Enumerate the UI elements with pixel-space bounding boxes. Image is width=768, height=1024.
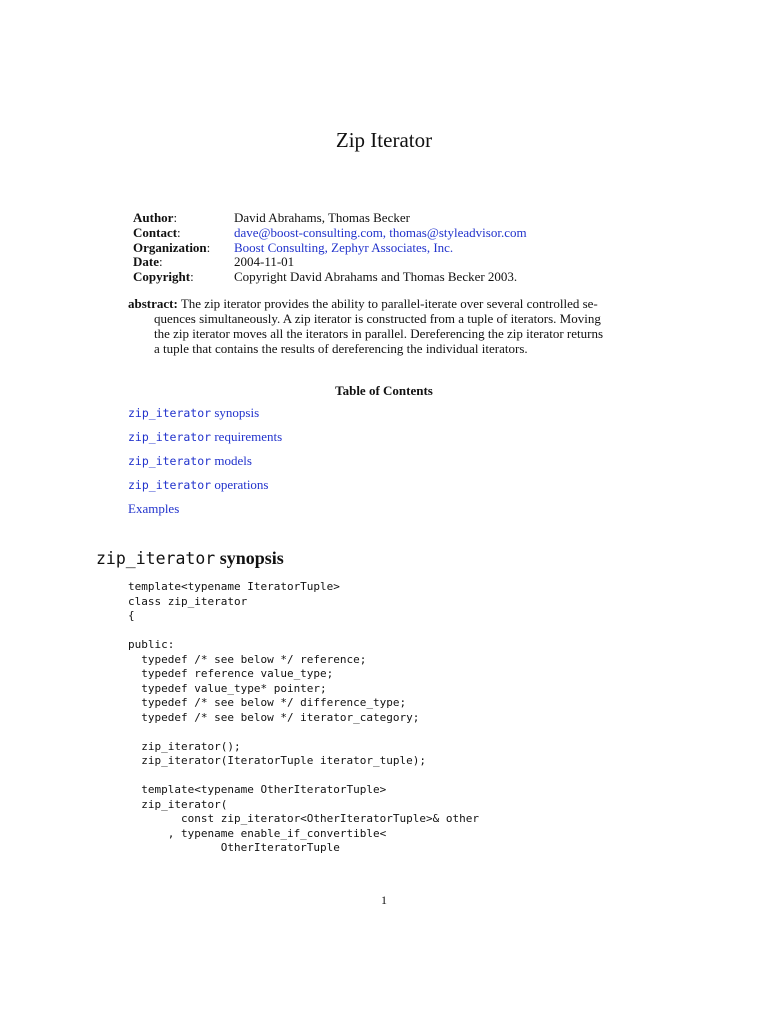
abstract-line: quences simultaneously. A zip iterator is constructed from a tuple of iterators. Moving xyxy=(154,311,601,326)
section-heading-synopsis: zip_iterator synopsis xyxy=(96,548,284,568)
toc-link-operations[interactable]: zip_iterator operations xyxy=(128,477,269,492)
code-line: zip_iterator(IteratorTuple iterator_tuple); xyxy=(128,754,427,767)
code-line: template<typename IteratorTuple> xyxy=(128,580,340,593)
field-name-organization: Organization xyxy=(133,239,207,255)
page-number: 1 xyxy=(381,893,387,907)
contact-link[interactable]: dave@boost-consulting.com, thomas@styleadvisor.com xyxy=(234,224,527,240)
code-line: zip_iterator(); xyxy=(128,739,241,753)
code-line: typedef /* see below */ difference_type; xyxy=(128,696,407,709)
field-value-copyright: Copyright David Abrahams and Thomas Becker 2003. xyxy=(234,269,518,285)
code-line: typedef /* see below */ reference; xyxy=(128,652,367,666)
code-line: zip_iterator( xyxy=(128,797,228,811)
field-author: Author: David Abrahams, Thomas Becker xyxy=(133,210,410,225)
abstract-label: abstract: xyxy=(128,296,178,311)
field-name-copyright: Copyright xyxy=(133,269,191,285)
code-line xyxy=(128,725,479,740)
code-line: , typename enable_if_convertible< xyxy=(128,826,387,840)
code-line xyxy=(128,624,479,639)
code-line: typedef /* see below */ iterator_category; xyxy=(128,710,420,724)
field-name-contact: Contact xyxy=(133,224,178,240)
organization-link[interactable]: Boost Consulting, Zephyr Associates, Inc. xyxy=(234,239,454,255)
field-value-date: 2004-11-01 xyxy=(234,254,295,270)
code-line: public: xyxy=(128,638,175,651)
code-line: typedef value_type* pointer; xyxy=(128,681,327,695)
toc-link-models[interactable]: zip_iterator models xyxy=(128,453,252,468)
field-date: Date: 2004-11-01 xyxy=(133,254,295,270)
code-line: typedef reference value_type; xyxy=(128,667,334,680)
docinfo-field-list xyxy=(133,211,527,285)
field-name-author: Author xyxy=(133,210,174,225)
toc-title: Table of Contents xyxy=(335,383,433,398)
toc-link-examples[interactable]: Examples xyxy=(128,501,180,516)
field-contact: Contact: dave@boost-consulting.com, thomas@styleadvisor.com xyxy=(133,224,527,240)
field-organization: Organization: Boost Consulting, Zephyr Associates, Inc. xyxy=(133,239,454,255)
abstract-line: a tuple that contains the results of dereferencing the individual iterators. xyxy=(154,341,528,356)
field-copyright: Copyright: Copyright David Abrahams and Thomas Becker 2003. xyxy=(133,269,518,285)
toc-link-synopsis[interactable]: zip_iterator synopsis xyxy=(128,405,260,420)
toc-link-requirements[interactable]: zip_iterator requirements xyxy=(128,429,283,444)
abstract-line: The zip iterator provides the ability to parallel-iterate over several controlled se- xyxy=(180,296,598,311)
document-title: Zip Iterator xyxy=(335,128,433,152)
code-line: { xyxy=(128,609,135,622)
abstract-line: the zip iterator moves all the iterators in parallel. Dereferencing the zip iterator returns xyxy=(154,326,604,341)
abstract xyxy=(128,296,640,356)
code-line: const zip_iterator<OtherIteratorTuple>& other xyxy=(128,812,479,825)
code-line: OtherIteratorTuple xyxy=(128,841,340,854)
code-line xyxy=(128,769,479,784)
code-line: template<typename OtherIteratorTuple> xyxy=(128,783,387,796)
table-of-contents xyxy=(128,404,282,524)
field-value-author: David Abrahams, Thomas Becker xyxy=(234,210,410,225)
code-line: class zip_iterator xyxy=(128,594,248,608)
field-name-date: Date xyxy=(133,254,159,270)
code-block xyxy=(128,580,479,856)
